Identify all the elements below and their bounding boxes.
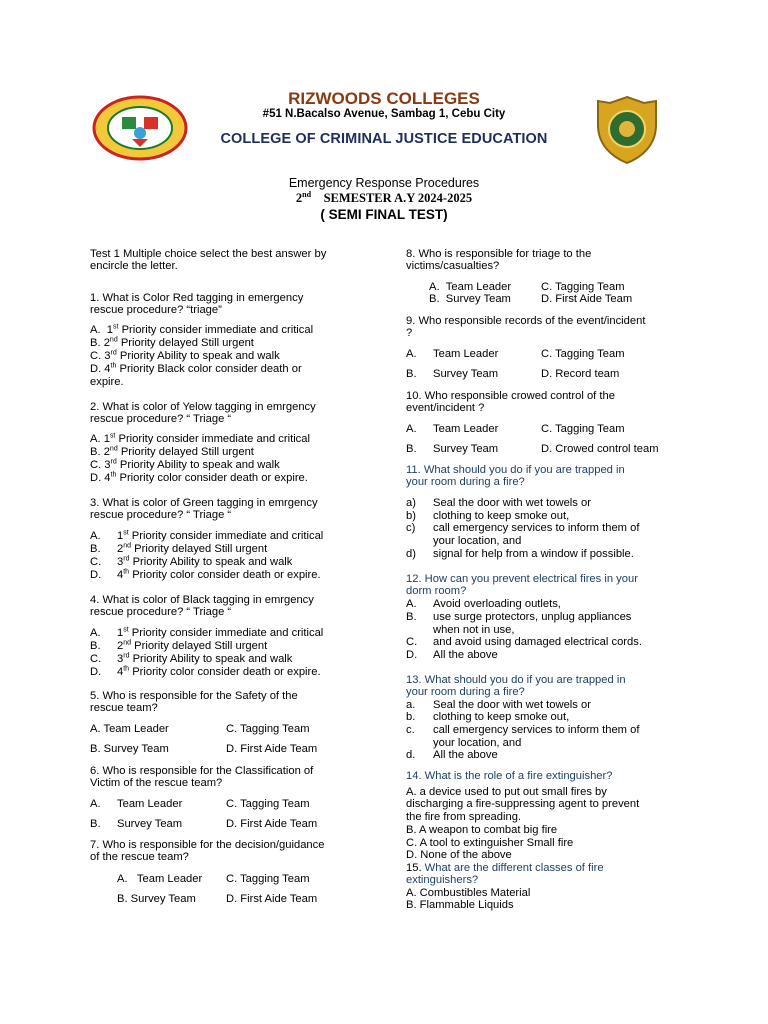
- q9-option-a[interactable]: A.: [406, 348, 417, 360]
- q7-option-a[interactable]: A. Team Leader: [117, 873, 203, 885]
- q10-option-b-text: Survey Team: [433, 443, 499, 455]
- q15-option-b[interactable]: B. Flammable Liquids: [406, 899, 514, 911]
- q10-option-a[interactable]: A.: [406, 423, 417, 435]
- q3-option-d[interactable]: D.: [90, 569, 102, 581]
- question-2-line-1: 2. What is color of Yelow tagging in emrgency: [90, 401, 316, 413]
- q7-option-c[interactable]: C. Tagging Team: [226, 873, 310, 885]
- q4-option-d-text: 4th Priority color consider death or expire.: [117, 665, 321, 678]
- q3-option-a[interactable]: A.: [90, 530, 101, 542]
- q6-option-d[interactable]: D. First Aide Team: [226, 818, 318, 830]
- q12-option-a-text: Avoid overloading outlets,: [433, 598, 561, 610]
- q14-option-c[interactable]: C. A tool to extinguisher Small fire: [406, 837, 574, 849]
- q12-option-c-text: and avoid using damaged electrical cords.: [433, 636, 642, 648]
- q10-option-c[interactable]: C. Tagging Team: [541, 423, 625, 435]
- q8-option-c[interactable]: C. Tagging Team: [541, 281, 625, 293]
- question-8-line-2: victims/casualties?: [406, 260, 500, 272]
- question-13-line-1: 13. What should you do if you are trapped in: [406, 674, 626, 686]
- q4-option-b[interactable]: B.: [90, 640, 101, 652]
- q1-option-d[interactable]: D. 4th Priority Black color consider death or: [90, 362, 302, 375]
- q6-option-b[interactable]: B.: [90, 818, 101, 830]
- q2-option-b[interactable]: B. 2nd Priority delayed Still urgent: [90, 445, 254, 458]
- q6-option-a[interactable]: A.: [90, 798, 101, 810]
- question-5-line-1: 5. Who is responsible for the Safety of the: [90, 690, 298, 702]
- question-1-line-2: rescue procedure? “triage”: [90, 304, 222, 316]
- q1-option-a[interactable]: A. 1st Priority consider immediate and critical: [90, 323, 314, 336]
- q13-option-b[interactable]: b.: [406, 711, 416, 723]
- q11-option-a[interactable]: a): [406, 497, 416, 509]
- subject-title: Emergency Response Procedures: [288, 176, 480, 190]
- q11-option-c-text: call emergency services to inform them of: [433, 522, 640, 534]
- q13-option-a[interactable]: a.: [406, 699, 416, 711]
- q9-option-b-text: Survey Team: [433, 368, 499, 380]
- q10-option-a-text: Team Leader: [433, 423, 499, 435]
- q9-option-a-text: Team Leader: [433, 348, 499, 360]
- q15-option-a[interactable]: A. Combustibles Material: [406, 887, 531, 899]
- question-10-line-2: event/incident ?: [406, 402, 485, 414]
- q4-option-c-text: 3rd Priority Ability to speak and walk: [117, 652, 293, 665]
- q4-option-a[interactable]: A.: [90, 627, 101, 639]
- q9-option-c[interactable]: C. Tagging Team: [541, 348, 625, 360]
- school-name: RIZWOODS COLLEGES: [288, 89, 480, 108]
- q7-option-d[interactable]: D. First Aide Team: [226, 893, 318, 905]
- q11-option-c-cont: your location, and: [433, 535, 522, 547]
- q5-option-b[interactable]: B. Survey Team: [90, 743, 169, 755]
- q11-option-a-text: Seal the door with wet towels or: [433, 497, 591, 509]
- q11-option-b-text: clothing to keep smoke out,: [433, 510, 570, 522]
- q14-option-d[interactable]: D. None of the above: [406, 849, 512, 861]
- q8-option-b[interactable]: B. Survey Team: [429, 293, 511, 305]
- q2-option-d[interactable]: D. 4th Priority color consider death or expire.: [90, 471, 308, 484]
- question-5-line-2: rescue team?: [90, 702, 158, 714]
- q9-option-d[interactable]: D. Record team: [541, 368, 620, 380]
- q5-option-c[interactable]: C. Tagging Team: [226, 723, 310, 735]
- question-9-line-2: ?: [406, 327, 413, 339]
- q4-option-c[interactable]: C.: [90, 653, 102, 665]
- q2-option-c[interactable]: C. 3rd Priority Ability to speak and walk: [90, 458, 280, 471]
- question-6-line-1: 6. Who is responsible for the Classification of: [90, 765, 314, 777]
- question-14: 14. What is the role of a fire extinguisher?: [406, 770, 613, 782]
- q5-option-a[interactable]: A. Team Leader: [90, 723, 169, 735]
- q8-option-d[interactable]: D. First Aide Team: [541, 293, 633, 305]
- question-11-line-2: your room during a fire?: [406, 476, 525, 488]
- question-7-line-1: 7. Who is responsible for the decision/guidance: [90, 839, 325, 851]
- q3-option-c[interactable]: C.: [90, 556, 102, 568]
- instruction-line-1: Test 1 Multiple choice select the best answer by: [90, 248, 327, 260]
- q10-option-d[interactable]: D. Crowed control team: [541, 443, 659, 455]
- question-15-line-1: 15. What are the different classes of fire: [406, 862, 604, 874]
- q14-option-a-line-3: the fire from spreading.: [406, 811, 522, 823]
- q8-option-a[interactable]: A. Team Leader: [429, 281, 512, 293]
- question-6-line-2: Victim of the rescue team?: [90, 777, 223, 789]
- school-address: #51 N.Bacalso Avenue, Sambag 1, Cebu City: [262, 108, 506, 120]
- question-8-line-1: 8. Who is responsible for triage to the: [406, 248, 592, 260]
- q3-option-a-text: 1st Priority consider immediate and critical: [117, 529, 324, 542]
- q7-option-b[interactable]: B. Survey Team: [117, 893, 196, 905]
- q6-option-c[interactable]: C. Tagging Team: [226, 798, 310, 810]
- q2-option-a[interactable]: A. 1st Priority consider immediate and critical: [90, 432, 310, 445]
- college-name: COLLEGE OF CRIMINAL JUSTICE EDUCATION: [220, 131, 548, 147]
- q14-option-a-line-2: discharging a fire-suppressing agent to prevent: [406, 798, 640, 810]
- q13-option-c[interactable]: c.: [406, 724, 415, 736]
- question-4-line-2: rescue procedure? “ Triage “: [90, 606, 232, 618]
- q12-option-a[interactable]: A.: [406, 598, 417, 610]
- question-2-line-2: rescue procedure? “ Triage “: [90, 413, 232, 425]
- test-title: ( SEMI FINAL TEST): [320, 207, 448, 222]
- q6-option-a-text: Team Leader: [117, 798, 183, 810]
- q4-option-b-text: 2nd Priority delayed Still urgent: [117, 639, 268, 652]
- question-15-line-2: extinguishers?: [406, 874, 479, 886]
- q12-option-b-text: use surge protectors, unplug appliances: [433, 611, 632, 623]
- q14-option-a-line-1[interactable]: A. a device used to put out small fires by: [406, 786, 607, 798]
- question-4-line-1: 4. What is color of Black tagging in emrgency: [90, 594, 314, 606]
- question-7-line-2: of the rescue team?: [90, 851, 189, 863]
- q13-option-d[interactable]: d.: [406, 749, 416, 761]
- q11-option-d-text: signal for help from a window if possible.: [433, 548, 634, 560]
- question-12-line-1: 12. How can you prevent electrical fires in your: [406, 573, 638, 585]
- q1-option-d-cont: expire.: [90, 376, 124, 388]
- q3-option-b-text: 2nd Priority delayed Still urgent: [117, 542, 268, 555]
- question-12-line-2: dorm room?: [406, 585, 467, 597]
- q4-option-a-text: 1st Priority consider immediate and critical: [117, 626, 324, 639]
- q11-option-d[interactable]: d): [406, 548, 416, 560]
- question-3-line-2: rescue procedure? “ Triage “: [90, 509, 232, 521]
- q13-option-c-cont: your location, and: [433, 737, 522, 749]
- q11-option-c[interactable]: c): [406, 522, 416, 534]
- q14-option-b[interactable]: B. A weapon to combat big fire: [406, 824, 558, 836]
- question-10-line-1: 10. Who responsible crowed control of the: [406, 390, 615, 402]
- question-13-line-2: your room during a fire?: [406, 686, 525, 698]
- q12-option-b-cont: when not in use,: [433, 624, 515, 636]
- q12-option-b[interactable]: B.: [406, 611, 417, 623]
- q12-option-d[interactable]: D.: [406, 649, 418, 661]
- question-3-line-1: 3. What is color of Green tagging in emrgency: [90, 497, 318, 509]
- q3-option-b[interactable]: B.: [90, 543, 101, 555]
- q13-option-a-text: Seal the door with wet towels or: [433, 699, 591, 711]
- q12-option-d-text: All the above: [433, 649, 498, 661]
- semester-line: 2nd SEMESTER A.Y 2024-2025: [295, 189, 473, 205]
- q10-option-b[interactable]: B.: [406, 443, 417, 455]
- q12-option-c[interactable]: C.: [406, 636, 418, 648]
- q9-option-b[interactable]: B.: [406, 368, 417, 380]
- question-11-line-1: 11. What should you do if you are trapped in: [406, 464, 625, 476]
- q13-option-b-text: clothing to keep smoke out,: [433, 711, 570, 723]
- q13-option-c-text: call emergency services to inform them of: [433, 724, 640, 736]
- q13-option-d-text: All the above: [433, 749, 498, 761]
- instruction-line-2: encircle the letter.: [90, 260, 178, 272]
- question-1-line-1: 1. What is Color Red tagging in emergency: [90, 292, 304, 304]
- q1-option-b[interactable]: B. 2nd Priority delayed Still urgent: [90, 336, 254, 349]
- q5-option-d[interactable]: D. First Aide Team: [226, 743, 318, 755]
- q3-option-d-text: 4th Priority color consider death or expire.: [117, 568, 321, 581]
- q1-option-c[interactable]: C. 3rd Priority Ability to speak and walk: [90, 349, 280, 362]
- q4-option-d[interactable]: D.: [90, 666, 102, 678]
- q3-option-c-text: 3rd Priority Ability to speak and walk: [117, 555, 293, 568]
- question-9-line-1: 9. Who responsible records of the event/incident: [406, 315, 646, 327]
- q11-option-b[interactable]: b): [406, 510, 416, 522]
- q6-option-b-text: Survey Team: [117, 818, 183, 830]
